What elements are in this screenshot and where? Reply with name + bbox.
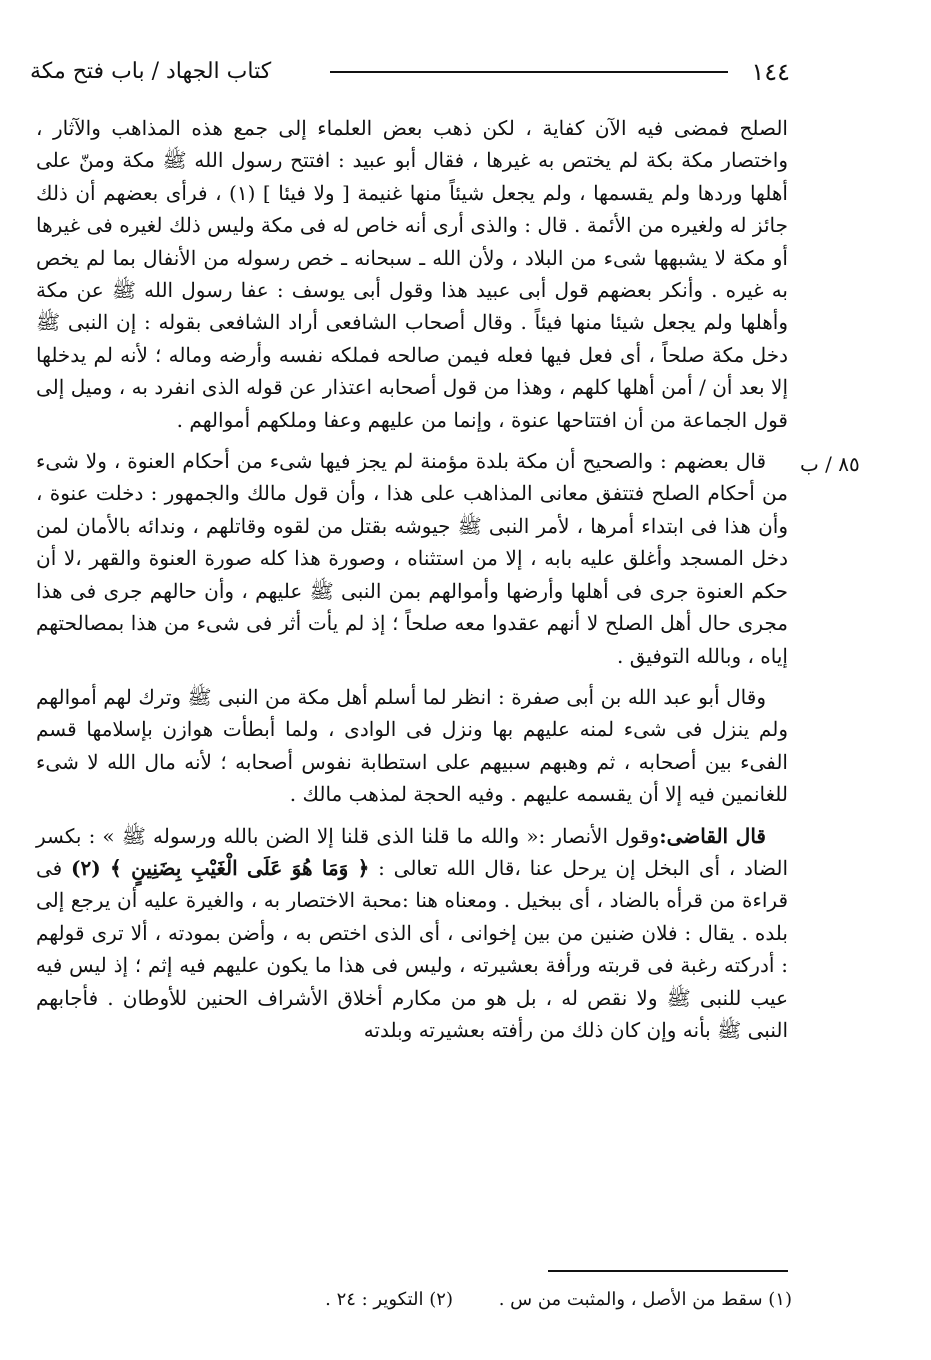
- paragraph-3-text: وقال أبو عبد الله بن أبى صفرة : انظر لما أسلم أهل مكة من النبى ﷺ وترك لهم أموالهم ولم ينزل فى شىء لمنه عليهم بها ونزل فى الوادى ، ولما أبطأت هوازن بإسلامها قسم الفىء بين أصحابه ، ثم وهبهم سبيهم على استطابة نفوس أصحابه ؛ لأنه مال الله لا شىء للغانمين فيه إلا أن يقسمه عليهم . وفيه الحجة لمذهب مالك .: [36, 684, 788, 807]
- footnote-2: (٢) التكوير : ٢٤ .: [325, 1289, 453, 1310]
- paragraph-1-text: الصلح فمضى فيه الآن كفاية ، لكن ذهب بعض العلماء إلى جمع هذه المذاهب والآثار ، واختصار مكة بكة لم يختص به غيرها ، فقال أبو عبيد : افتتح رسول الله ﷺ مكة ومنّ على أهلها وردها ولم يقسمها ، ولم يجعل شيئاً منها غنيمة [ ولا فيئا ] (١) ، فرأى بعضهم أن ذلك جائز له ولغيره من الأئمة . قال : والذى أرى أنه خاص له فى مكة وليس ذلك لغيره فى غيرها أو مكة لا يشبهها شىء من البلاد ، ولأن الله ـ سبحانه ـ خص رسوله من الأنفال بما لم يخص به غيره . وأنكر بعضهم قول أبى عبيد هذا وقول أبى يوسف : عفا رسول الله ﷺ عن مكة وأهلها ولم يجعل شيئا منها فيئاً . وقال أصحاب الشافعى أراد الشافعى بقوله : إن النبى ﷺ دخل مكة صلحاً ، أى فعل فيها فعله فيمن صالحه فملكه نفسه وأرضه وماله ؛ لأنه لم يدخلها إلا بعد أن / أمن أهلها كلهم ، وهذا من قول أصحابه اعتذار عن قوله الذى انفرد به ، وميل إلى قول الجماعة من أن افتتاحها عنوة ، وإنما من عليهم وعفا وملكهم أموالهم .: [36, 116, 788, 432]
- margin-folio-note: ٨٥ / ب: [800, 452, 860, 476]
- footnotes: [200, 1286, 792, 1314]
- paragraph-3: [36, 681, 788, 811]
- running-title: كتاب الجهاد / باب فتح مكة: [30, 59, 272, 84]
- page-number: ١٤٤: [751, 58, 790, 86]
- paragraph-4-text: وقول الأنصار :« والله ما قلنا الذى قلنا إلا الضن بالله ورسوله ﷺ » : بكسر الضاد ، أى البخل إن يرحل عنا ،قال الله تعالى :: [36, 823, 788, 880]
- main-text: [36, 112, 788, 1055]
- paragraph-2: [36, 445, 788, 672]
- paragraph-4-tail: فى قراءة من قرأه بالضاد ، أى ببخيل . ومعناه هنا :محبة الاختصار به ، والغيرة عليه أن يرجع إلى بلده . يقال : فلان ضنين من بين إخوانى ، أى الذى اختص به ، وأضن بمودته ، ألا ترى قولهم : أدركته رغبة فى قربته ورأفة بعشيرته ، وليس فى هذا ما يكون عليهم فيه إثم ؛ إذ ليس فيه عيب للنبى ﷺ ولا نقص له ، بل هو من مكارم أخلاق الأشراف الحنين للأوطان . فأجابهم النبى ﷺ بأنه وإن كان ذلك من رأفته بعشيرته وبلدته: [36, 855, 788, 1042]
- paragraph-1: [36, 112, 788, 436]
- footnote-1: (١) سقط من الأصل ، والمثبت من س .: [498, 1289, 792, 1310]
- page-header: [30, 54, 790, 90]
- quran-verse: ﴿ وَمَا هُوَ عَلَى الْغَيْبِ بِضَنِينٍ ﴾ (٢): [71, 855, 370, 880]
- header-rule: [330, 71, 728, 73]
- paragraph-4: [36, 820, 788, 1047]
- footnote-rule: [548, 1270, 788, 1272]
- paragraph-2-text: قال بعضهم : والصحيح أن مكة بلدة مؤمنة لم يجز فيها شىء من أحكام العنوة ، ولا شىء من أحكام الصلح فتتفق معانى المذاهب على هذا ، وأن قول مالك والجمهور : دخلت عنوة ، وأن هذا فى ابتداء أمرها ، لأمر النبى ﷺ جيوشه بقتل من لقوه وقاتلهم ، وندائه بالأمان لمن دخل المسجد وأغلق عليه بابه ، إلا من استثناه ، وصورة هذا كله صورة العنوة والقهر ،لا أن حكم العنوة جرى فى أهلها وأرضها وأموالهم بمن النبى ﷺ عليهم ، وأن حالهم جرى فى هذا مجرى حال أهل الصلح لا أنهم عقدوا معه صلحاً ؛ إذ لم يأت أثر فى شىء من هذا بمصالحتهم إياه ، وبالله التوفيق .: [36, 449, 788, 668]
- paragraph-4-lead: قال القاضى:: [659, 823, 766, 848]
